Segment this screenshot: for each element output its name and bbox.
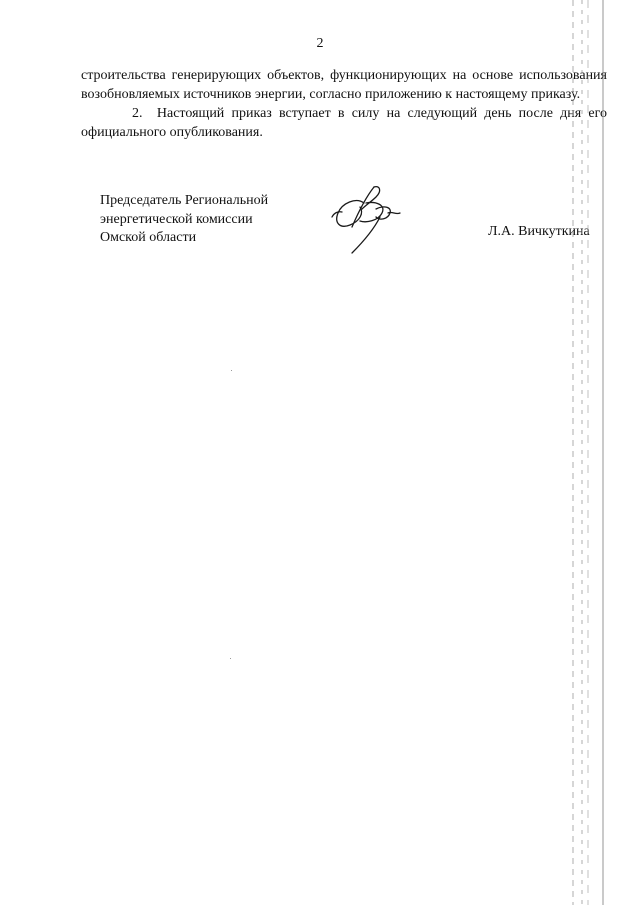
scan-speck bbox=[231, 370, 232, 371]
handwritten-signature bbox=[330, 183, 410, 258]
signatory-position bbox=[100, 192, 268, 248]
binding-margin-lines bbox=[566, 0, 606, 905]
signatory-position-line: энергетической комиссии bbox=[100, 211, 253, 227]
signatory-position-line: Председатель Региональной bbox=[100, 193, 269, 208]
page-number: 2 bbox=[316, 36, 324, 51]
signatory-name: Л.А. Вичкуткина bbox=[488, 224, 590, 239]
paragraph-continuation: строительства генерирующих объектов, функционирующих на основе использования возобновляемых источников энергии, согласно приложению к настоящему приказу. bbox=[81, 68, 607, 102]
paragraph-effective-date: 2. Настоящий приказ вступает в силу на следующий день после дня его официального опубликования. bbox=[81, 106, 607, 140]
signatory-position-line: Омской области bbox=[100, 230, 197, 245]
scan-speck bbox=[230, 658, 231, 659]
body-text bbox=[81, 66, 607, 142]
